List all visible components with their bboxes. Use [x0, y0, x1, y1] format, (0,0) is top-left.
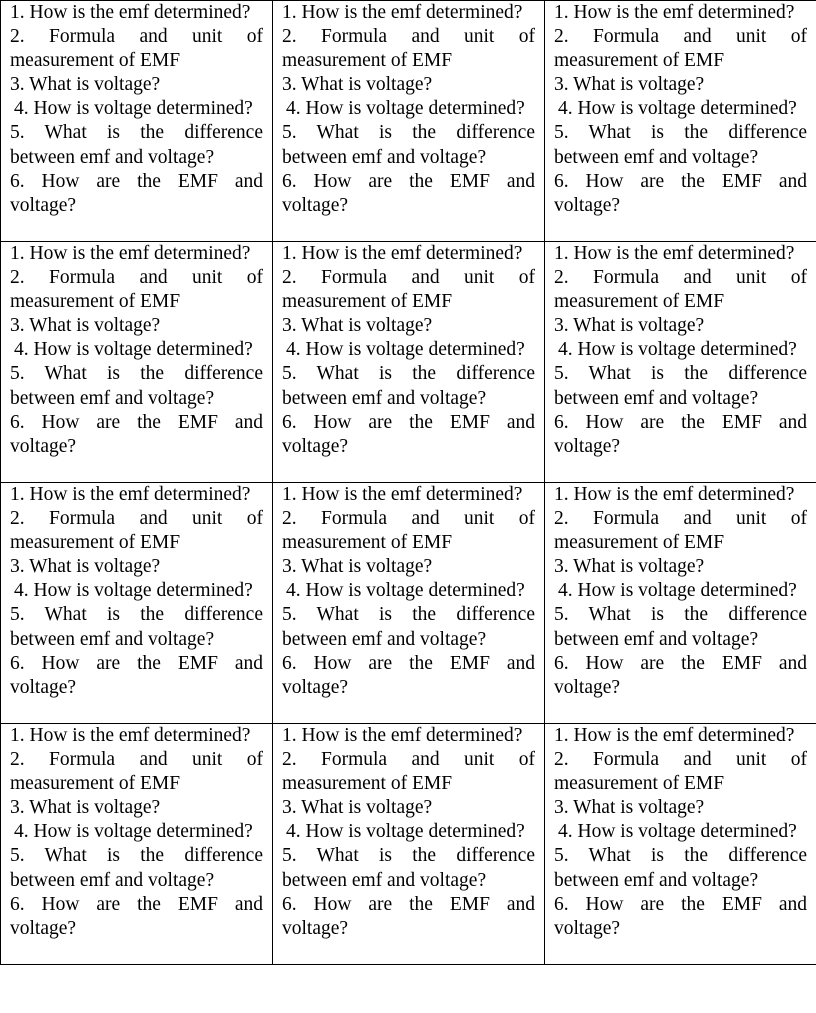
question-card: [273, 724, 545, 965]
question-3: 3. What is voltage?: [554, 74, 705, 96]
question-4: 4. How is voltage determined?: [558, 580, 797, 602]
question-2: 2. Formula and unit of measurement of EMF: [282, 749, 535, 795]
question-card: [273, 1, 545, 242]
question-1: 1. How is the emf determined?: [10, 243, 251, 264]
question-2: 2. Formula and unit of measurement of EMF: [282, 267, 535, 313]
question-4: 4. How is voltage determined?: [14, 580, 253, 602]
question-card: [545, 242, 816, 483]
question-1: 1. How is the emf determined?: [554, 243, 795, 264]
question-card: [1, 483, 273, 724]
question-6: 6. How are the EMF and voltage?: [554, 411, 807, 457]
question-4: 4. How is voltage determined?: [558, 339, 797, 361]
question-5: 5. What is the difference between emf and voltage?: [10, 122, 263, 168]
question-6: 6. How are the EMF and voltage?: [282, 652, 535, 698]
question-1: 1. How is the emf determined?: [282, 2, 523, 23]
question-5: 5. What is the difference between emf and voltage?: [282, 363, 535, 409]
question-4: 4. How is voltage determined?: [14, 339, 253, 361]
question-5: 5. What is the difference between emf and voltage?: [554, 604, 807, 650]
question-2: 2. Formula and unit of measurement of EMF: [554, 26, 807, 72]
question-1: 1. How is the emf determined?: [282, 484, 523, 505]
question-6: 6. How are the EMF and voltage?: [554, 170, 807, 216]
question-2: 2. Formula and unit of measurement of EMF: [554, 267, 807, 313]
question-6: 6. How are the EMF and voltage?: [554, 893, 807, 939]
question-5: 5. What is the difference between emf and voltage?: [554, 122, 807, 168]
question-3: 3. What is voltage?: [10, 797, 161, 819]
question-2: 2. Formula and unit of measurement of EMF: [282, 508, 535, 554]
question-2: 2. Formula and unit of measurement of EMF: [10, 508, 263, 554]
question-6: 6. How are the EMF and voltage?: [10, 652, 263, 698]
question-card: [1, 724, 273, 965]
question-5: 5. What is the difference between emf and voltage?: [282, 122, 535, 168]
question-5: 5. What is the difference between emf and voltage?: [10, 845, 263, 891]
question-3: 3. What is voltage?: [554, 797, 705, 819]
question-6: 6. How are the EMF and voltage?: [10, 893, 263, 939]
question-2: 2. Formula and unit of measurement of EMF: [10, 26, 263, 72]
question-3: 3. What is voltage?: [554, 315, 705, 337]
question-5: 5. What is the difference between emf and voltage?: [554, 845, 807, 891]
question-4: 4. How is voltage determined?: [286, 580, 525, 602]
question-6: 6. How are the EMF and voltage?: [282, 170, 535, 216]
question-5: 5. What is the difference between emf and voltage?: [282, 604, 535, 650]
question-2: 2. Formula and unit of measurement of EMF: [282, 26, 535, 72]
question-1: 1. How is the emf determined?: [10, 2, 251, 23]
question-1: 1. How is the emf determined?: [10, 484, 251, 505]
question-card: [273, 242, 545, 483]
question-card: [273, 483, 545, 724]
question-1: 1. How is the emf determined?: [282, 243, 523, 264]
question-6: 6. How are the EMF and voltage?: [282, 411, 535, 457]
question-1: 1. How is the emf determined?: [10, 725, 251, 746]
question-1: 1. How is the emf determined?: [282, 725, 523, 746]
question-2: 2. Formula and unit of measurement of EMF: [10, 267, 263, 313]
question-5: 5. What is the difference between emf and voltage?: [10, 604, 263, 650]
question-2: 2. Formula and unit of measurement of EMF: [554, 749, 807, 795]
question-4: 4. How is voltage determined?: [286, 98, 525, 120]
question-3: 3. What is voltage?: [10, 315, 161, 337]
question-3: 3. What is voltage?: [10, 74, 161, 96]
question-card: [545, 1, 816, 242]
question-1: 1. How is the emf determined?: [554, 484, 795, 505]
question-2: 2. Formula and unit of measurement of EMF: [554, 508, 807, 554]
question-card: [545, 724, 816, 965]
question-3: 3. What is voltage?: [554, 556, 705, 578]
question-6: 6. How are the EMF and voltage?: [10, 411, 263, 457]
question-4: 4. How is voltage determined?: [558, 821, 797, 843]
question-card: [1, 242, 273, 483]
question-5: 5. What is the difference between emf and voltage?: [554, 363, 807, 409]
question-card: [545, 483, 816, 724]
question-1: 1. How is the emf determined?: [554, 2, 795, 23]
question-4: 4. How is voltage determined?: [14, 98, 253, 120]
question-4: 4. How is voltage determined?: [558, 98, 797, 120]
question-3: 3. What is voltage?: [282, 797, 433, 819]
question-3: 3. What is voltage?: [10, 556, 161, 578]
question-card: [1, 1, 273, 242]
question-4: 4. How is voltage determined?: [286, 821, 525, 843]
question-1: 1. How is the emf determined?: [554, 725, 795, 746]
question-5: 5. What is the difference between emf and voltage?: [282, 845, 535, 891]
question-6: 6. How are the EMF and voltage?: [282, 893, 535, 939]
question-6: 6. How are the EMF and voltage?: [554, 652, 807, 698]
question-3: 3. What is voltage?: [282, 74, 433, 96]
question-4: 4. How is voltage determined?: [14, 821, 253, 843]
question-4: 4. How is voltage determined?: [286, 339, 525, 361]
question-3: 3. What is voltage?: [282, 315, 433, 337]
question-5: 5. What is the difference between emf and voltage?: [10, 363, 263, 409]
question-3: 3. What is voltage?: [282, 556, 433, 578]
question-6: 6. How are the EMF and voltage?: [10, 170, 263, 216]
question-2: 2. Formula and unit of measurement of EMF: [10, 749, 263, 795]
